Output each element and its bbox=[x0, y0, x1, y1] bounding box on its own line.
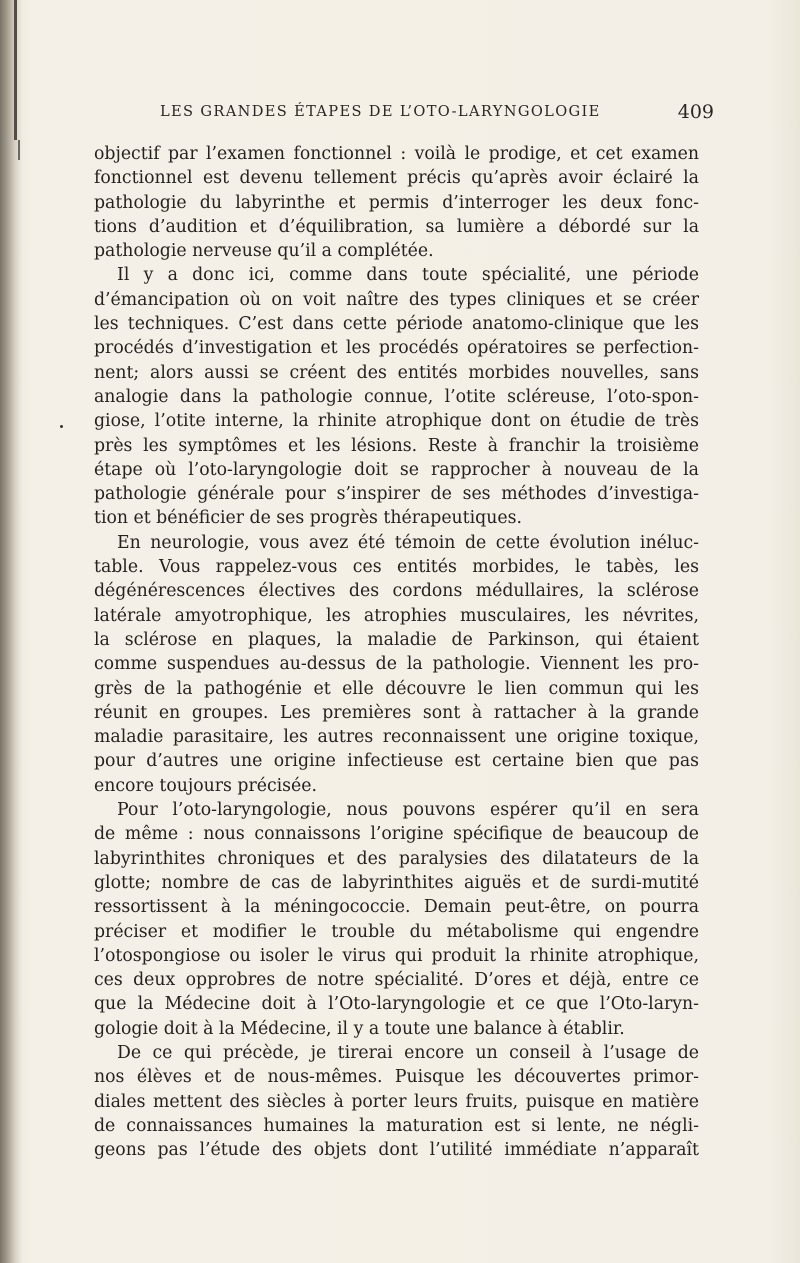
body-text bbox=[94, 142, 699, 1162]
page-spine-shadow bbox=[0, 0, 22, 1263]
text-line: giose, l’otite interne, la rhinite atrophique dont on étudie de très bbox=[94, 411, 699, 432]
text-line: fonctionnel est devenu tellement précis qu’après avoir éclairé la bbox=[94, 168, 699, 189]
text-line: ressortissent à la méningococcie. Demain peut-être, on pourra bbox=[94, 897, 699, 918]
text-line: maladie parasitaire, les autres reconnaissent une origine toxique, bbox=[94, 727, 699, 748]
text-line: réunit en groupes. Les premières sont à rattacher à la grande bbox=[94, 702, 699, 723]
text-line: nos élèves et de nous-mêmes. Puisque les découvertes primor- bbox=[94, 1067, 699, 1088]
text-line: latérale amyotrophique, les atrophies musculaires, les névrites, bbox=[94, 605, 699, 626]
text-line: comme suspendues au-dessus de la pathologie. Viennent les pro- bbox=[94, 654, 699, 675]
text-line: l’otospongiose ou isoler le virus qui produit la rhinite atrophique, bbox=[94, 945, 699, 966]
text-line: nent; alors aussi se créent des entités morbides nouvelles, sans bbox=[94, 362, 699, 383]
binding-edge-line bbox=[14, 0, 17, 140]
text-line: glotte; nombre de cas de labyrinthites aiguës et de surdi-mutité bbox=[94, 872, 699, 893]
text-line: pathologie nerveuse qu’il a complétée. bbox=[94, 241, 434, 262]
text-line: pathologie du labyrinthe et permis d’interroger les deux fonc- bbox=[94, 192, 699, 213]
text-line: analogie dans la pathologie connue, l’otite scléreuse, l’oto-spon- bbox=[94, 386, 699, 407]
text-line: préciser et modifier le trouble du métabolisme qui engendre bbox=[94, 921, 699, 942]
running-title: LES GRANDES ÉTAPES DE L’OTO-LARYNGOLOGIE bbox=[160, 103, 601, 120]
text-line: diales mettent des siècles à porter leurs fruits, puisque en matière bbox=[94, 1091, 699, 1112]
text-line: geons pas l’étude des objets dont l’utilité immédiate n’apparaît bbox=[94, 1140, 699, 1161]
text-line: En neurologie, vous avez été témoin de cette évolution inéluc- bbox=[117, 532, 699, 553]
binding-edge-tick bbox=[18, 140, 20, 160]
text-line: la sclérose en plaques, la maladie de Parkinson, qui étaient bbox=[94, 629, 699, 650]
text-line: d’émancipation où on voit naître des types cliniques et se créer bbox=[94, 289, 699, 310]
text-line: de même : nous connaissons l’origine spécifique de beaucoup de bbox=[94, 824, 699, 845]
text-line: gologie doit à la Médecine, il y a toute une balance à établir. bbox=[94, 1018, 625, 1039]
text-line: ces deux opprobres de notre spécialité. D’ores et déjà, entre ce bbox=[94, 970, 699, 991]
text-line: pour d’autres une origine infectieuse est certaine bien que pas bbox=[94, 751, 699, 772]
text-line: table. Vous rappelez-vous ces entités morbides, le tabès, les bbox=[94, 557, 699, 578]
text-line: de connaissances humaines la maturation est si lente, ne négli- bbox=[94, 1115, 699, 1136]
text-line: encore toujours précisée. bbox=[94, 775, 317, 796]
text-line: que la Médecine doit à l’Oto-laryngologie et ce que l’Oto-laryn- bbox=[94, 994, 699, 1015]
text-line: tion et bénéficier de ses progrès thérapeutiques. bbox=[94, 508, 522, 529]
text-line: les techniques. C’est dans cette période anatomo-clinique que les bbox=[94, 314, 699, 335]
text-line: pathologie générale pour s’inspirer de ses méthodes d’investiga- bbox=[94, 484, 699, 505]
text-line: procédés d’investigation et les procédés opératoires se perfection- bbox=[94, 338, 699, 359]
text-line: Il y a donc ici, comme dans toute spécialité, une période bbox=[117, 265, 699, 286]
margin-dot-mark bbox=[60, 425, 63, 428]
page-number: 409 bbox=[677, 101, 714, 123]
running-head bbox=[160, 103, 714, 129]
text-line: labyrinthites chroniques et des paralysies des dilatateurs de la bbox=[94, 848, 699, 869]
text-line: tions d’audition et d’équilibration, sa lumière a débordé sur la bbox=[94, 216, 699, 237]
text-line: Pour l’oto-laryngologie, nous pouvons espérer qu’il en sera bbox=[117, 800, 699, 821]
text-line: étape où l’oto-laryngologie doit se rapprocher à nouveau de la bbox=[94, 459, 699, 480]
text-line: De ce qui précède, je tirerai encore un conseil à l’usage de bbox=[117, 1042, 699, 1063]
text-line: objectif par l’examen fonctionnel : voilà le prodige, et cet examen bbox=[94, 144, 699, 164]
text-line: dégénérescences électives des cordons médullaires, la sclérose bbox=[94, 581, 699, 602]
text-line: grès de la pathogénie et elle découvre le lien commun qui les bbox=[94, 678, 699, 699]
text-line: près les symptômes et les lésions. Reste à franchir la troisième bbox=[94, 435, 699, 456]
